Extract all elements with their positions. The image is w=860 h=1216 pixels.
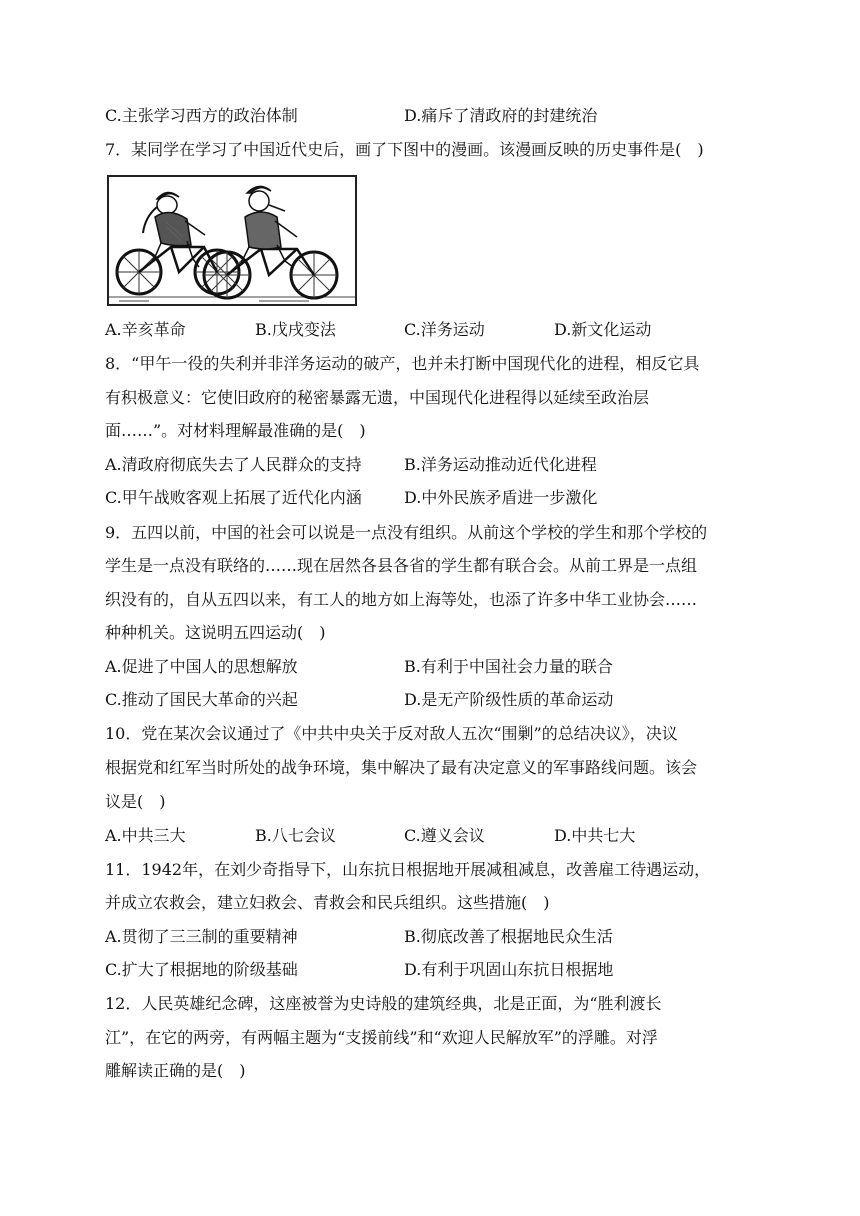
q11-option-c: C.扩大了根据地的阶级基础 <box>105 960 298 979</box>
q10-option-a: A.中共三大 <box>105 826 186 845</box>
q12-stem-line-3: 雕解读正确的是( ) <box>105 1061 246 1080</box>
q11-stem-line-2: 并成立农救会，建立妇救会、青救会和民兵组织。这些措施( ) <box>105 893 550 912</box>
q8-stem-line-1: 8．“甲午一役的失利并非洋务运动的破产，也并未打断中国现代化的进程，相反它具 <box>105 354 700 373</box>
q10-option-d: D.中共七大 <box>554 826 636 845</box>
q11-option-b: B.彻底改善了根据地民众生活 <box>404 927 613 946</box>
bicycle-cartoon-image <box>107 175 357 306</box>
q11-stem-line-1: 11．1942年，在刘少奇指导下，山东抗日根据地开展减租减息，改善雇工待遇运动， <box>105 860 711 879</box>
q9-option-c: C.推动了国民大革命的兴起 <box>105 690 298 709</box>
q9-stem-line-2: 学生是一点没有联络的……现在居然各县各省的学生都有联合会。从前工界是一点组 <box>105 556 698 575</box>
q9-stem-line-4: 种种机关。这说明五四运动( ) <box>105 623 326 642</box>
q8-option-c: C.甲午战败客观上拓展了近代化内涵 <box>105 488 362 507</box>
q9-option-a: A.促进了中国人的思想解放 <box>105 657 298 676</box>
q10-stem-line-1: 10．党在某次会议通过了《中共中央关于反对敌人五次“围剿”的总结决议》，决议 <box>105 724 678 743</box>
q8-option-d: D.中外民族矛盾进一步激化 <box>404 488 598 507</box>
q9-stem-line-3: 织没有的，自从五四以来，有工人的地方如上海等处，也添了许多中华工业协会…… <box>105 590 698 609</box>
q8-stem-line-3: 面……”。对材料理解最准确的是( ) <box>105 421 366 440</box>
q10-option-b: B.八七会议 <box>255 826 336 845</box>
q8-option-a: A.清政府彻底失去了人民群众的支持 <box>105 455 362 474</box>
q7-option-d: D.新文化运动 <box>554 320 652 339</box>
two-men-on-bicycles-cartoon-icon <box>109 177 355 304</box>
q9-option-d: D.是无产阶级性质的革命运动 <box>404 690 614 709</box>
q6-option-c: C.主张学习西方的政治体制 <box>105 106 298 125</box>
q12-stem-line-2: 江”，在它的两旁，有两幅主题为“支援前线”和“欢迎人民解放军”的浮雕。对浮 <box>105 1028 658 1047</box>
q7-stem: 7．某同学在学习了中国近代史后，画了下图中的漫画。该漫画反映的历史事件是( ) <box>105 140 704 159</box>
q6-option-d: D.痛斥了清政府的封建统治 <box>404 106 598 125</box>
q10-stem-line-2: 根据党和红军当时所处的战争环境，集中解决了最有决定意义的军事路线问题。该会 <box>105 758 698 777</box>
q10-stem-line-3: 议是( ) <box>105 792 166 811</box>
q9-option-b: B.有利于中国社会力量的联合 <box>404 657 613 676</box>
q8-option-b: B.洋务运动推动近代化进程 <box>404 455 597 474</box>
q10-option-c: C.遵义会议 <box>404 826 485 845</box>
q9-stem-line-1: 9．五四以前，中国的社会可以说是一点没有组织。从前这个学校的学生和那个学校的 <box>105 523 708 542</box>
q12-stem-line-1: 12．人民英雄纪念碑，这座被誉为史诗般的建筑经典，北是正面，为“胜利渡长 <box>105 994 662 1013</box>
q7-option-b: B.戊戌变法 <box>255 320 336 339</box>
q7-option-a: A.辛亥革命 <box>105 320 186 339</box>
q11-option-a: A.贯彻了三三制的重要精神 <box>105 927 298 946</box>
q11-option-d: D.有利于巩固山东抗日根据地 <box>404 960 614 979</box>
q7-option-c: C.洋务运动 <box>404 320 485 339</box>
q8-stem-line-2: 有积极意义：它使旧政府的秘密暴露无遗，中国现代化进程得以延续至政治层 <box>105 388 650 407</box>
